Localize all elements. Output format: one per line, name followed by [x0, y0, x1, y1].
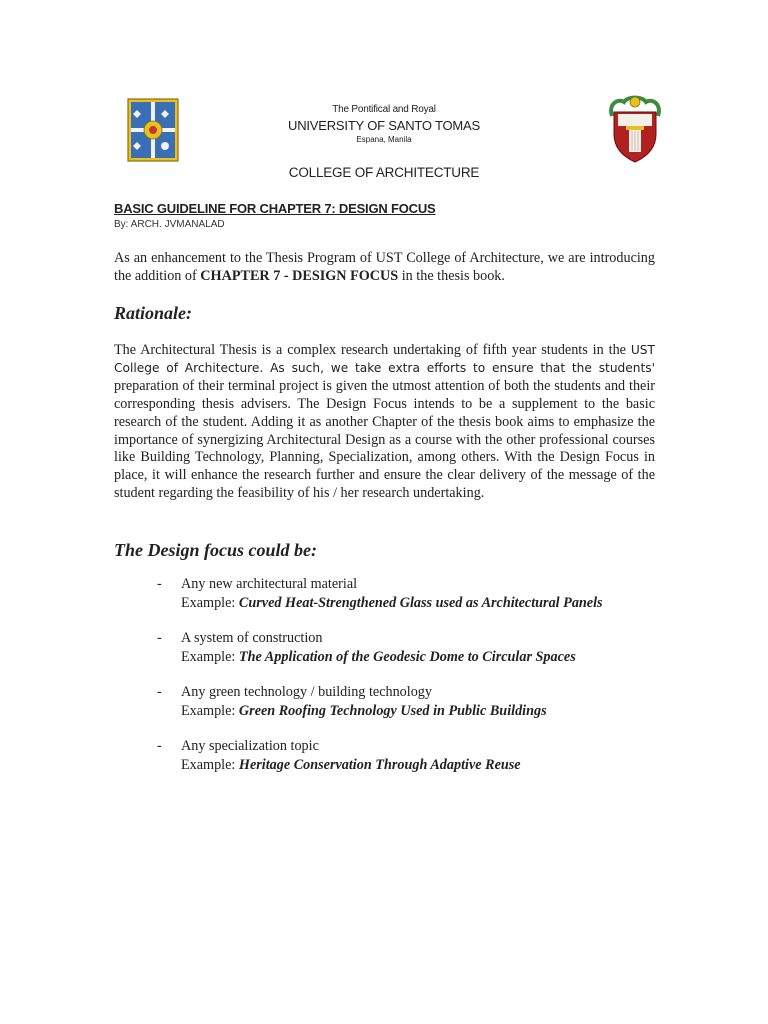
header-location: Espana, Manila — [356, 135, 412, 144]
example-value: Green Roofing Technology Used in Public Buildings — [238, 703, 547, 719]
example-label: Example: — [181, 703, 239, 719]
list-item — [157, 684, 677, 738]
list-item-example — [181, 595, 603, 612]
intro-text-part1: As an enhancement to the Thesis Program of UST College of Architecture, we are introducing the addition of — [114, 250, 655, 284]
example-value: The Application of the Geodesic Dome to Circular Spaces — [238, 649, 576, 665]
list-dash: - — [157, 738, 162, 754]
list-item-example — [181, 649, 576, 666]
example-value: Heritage Conservation Through Adaptive Reuse — [238, 757, 521, 773]
list-item-example — [181, 703, 547, 720]
intro-chapter-bold: CHAPTER 7 - DESIGN FOCUS — [200, 267, 399, 284]
list-item-text: Any green technology / building technology — [181, 684, 432, 700]
list-dash: - — [157, 576, 162, 592]
rationale-text-part2: preparation of their terminal project is given the utmost attention of both the students and their corresponding thesis advisers. The Design Focus intends to be a supplement to the basic research of the student. Adding it as another Chapter of the thesis book aims to emphasize the importance of synergizing Architectural Design as a course with the other professional courses like Building Technology, Planning, Specialization, among others. With the Design Focus in place, it will enhance the research further and ensure the clear delivery of the message of the student regarding the feasibility of his / her research undertaking. — [114, 377, 655, 502]
rationale-text-part1: The Architectural Thesis is a complex research undertaking of fifth year students in the — [114, 342, 631, 358]
list-item-text: Any specialization topic — [181, 738, 319, 754]
example-label: Example: — [181, 595, 239, 611]
list-item — [157, 630, 677, 684]
list-item-text: Any new architectural material — [181, 576, 358, 592]
rationale-paragraph — [114, 342, 655, 503]
list-item — [157, 738, 677, 792]
example-label: Example: — [181, 757, 239, 773]
rationale-text-sans: UST College of Architecture. As such, we take extra efforts to ensure that the students' — [114, 343, 655, 375]
document-title: BASIC GUIDELINE FOR CHAPTER 7: DESIGN FOCUS — [114, 201, 436, 216]
list-dash: - — [157, 684, 162, 700]
list-item-text: A system of construction — [181, 630, 323, 646]
list-item — [157, 576, 677, 630]
document-byline: By: ARCH. JVMANALAD — [114, 219, 225, 230]
design-focus-heading: The Design focus could be: — [114, 540, 317, 560]
example-label: Example: — [181, 649, 239, 665]
design-focus-list — [157, 576, 677, 792]
example-value: Curved Heat-Strengthened Glass used as Architectural Panels — [238, 595, 603, 611]
list-dash: - — [157, 630, 162, 646]
header-pontifical-royal: The Pontifical and Royal — [332, 104, 436, 115]
list-item-example — [181, 757, 521, 774]
intro-text-part2: in the thesis book. — [398, 267, 505, 284]
header-college-name: COLLEGE OF ARCHITECTURE — [288, 165, 480, 180]
rationale-heading: Rationale: — [114, 303, 193, 323]
header-university-name: UNIVERSITY OF SANTO TOMAS — [288, 118, 480, 133]
intro-paragraph — [114, 250, 655, 286]
